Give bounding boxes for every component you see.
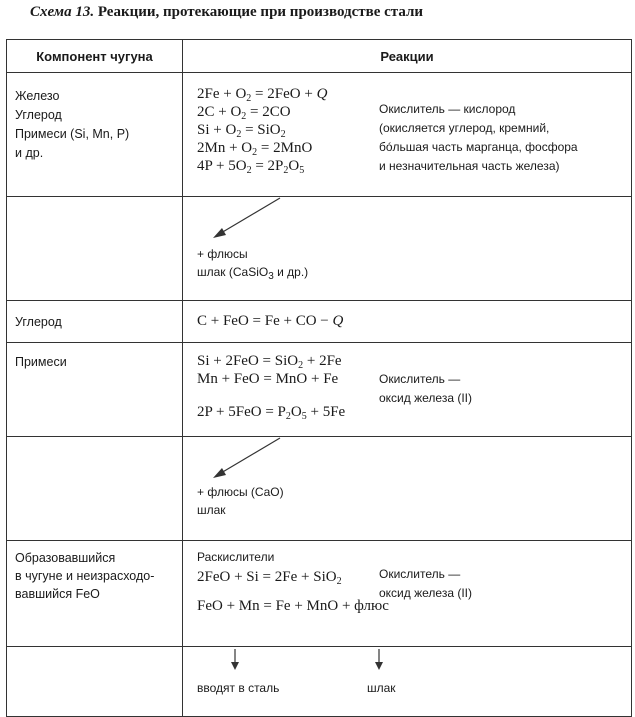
equation-carbon-feo: C + FeO = Fe + CO − Q — [197, 313, 344, 329]
equation-iron-oxidation: $2Fe + O_2 = 2FeO + Q$ — [197, 86, 328, 104]
component-impurities-2: Примеси — [7, 343, 183, 437]
equation-manganese-oxidation: $2Mn + O_2 = 2MnO$ — [197, 140, 313, 158]
impurities-reactions-cell — [183, 343, 632, 437]
scheme-title-text: Реакции, протекающие при производстве стали — [97, 4, 424, 20]
empty-cell — [7, 197, 183, 301]
component-carbon: Углерод — [15, 108, 62, 122]
row-oxygen — [7, 73, 632, 197]
oxidizer-oxygen-note: Окислитель — кислород (окисляется углерод, кремний, бóльшая часть марганца, фосфора и незначительная часть железа) — [379, 102, 578, 173]
col-header-component: Компонент чугуна — [7, 40, 183, 73]
oxidizer-feo-note-2: Окислитель — оксид железа (II) — [379, 567, 472, 600]
reactions-table — [6, 39, 632, 717]
fluxes-cao-label: + флюсы (CaO) — [197, 485, 284, 499]
component-impurities: Примеси (Si, Mn, P) — [15, 127, 130, 141]
row-carbon — [7, 301, 632, 343]
row-slag-1 — [7, 197, 632, 301]
down-left-arrow — [183, 437, 303, 487]
deoxidizers-label: Раскислители — [197, 550, 275, 564]
equation-si-feo: Si + 2FeO = SiO$_2$ + 2Fe — [197, 353, 342, 371]
slag-cell-1 — [183, 197, 632, 301]
outputs-cell — [183, 647, 632, 717]
empty-cell — [7, 437, 183, 541]
equation-p-feo: $2P + 5FeO = P_2O_5 + 5Fe$ — [197, 404, 346, 422]
equation-mn-feo: Mn + FeO = MnO + Fe — [197, 371, 339, 387]
components-cell — [7, 73, 183, 197]
scheme-number: Схема 13. — [30, 4, 95, 20]
equation-feo-mn: FeO + Mn = Fe + MnO + флюс — [197, 598, 389, 614]
slag-cell-2 — [183, 437, 632, 541]
row-deoxidizers — [7, 541, 632, 647]
component-iron: Железо — [15, 89, 60, 103]
equation-feo-si: 2FeO + Si = 2Fe + SiO$_2$ — [197, 569, 342, 587]
oxidizer-feo-note: Окислитель — оксид железа (II) — [379, 372, 472, 405]
slag-casio3-label: шлак (CaSiO$_3$ и др.) — [197, 265, 309, 282]
component-other: и др. — [15, 146, 44, 160]
carbon-reaction-cell — [183, 301, 632, 343]
feo-component-cell: Образовавшийся в чугуне и неизрасходо- вавшийся FeO — [7, 541, 183, 647]
fluxes-label: + флюсы — [197, 247, 248, 261]
down-arrow — [183, 647, 443, 677]
deoxidizers-cell — [183, 541, 632, 647]
slag-output-label: шлак — [367, 681, 396, 695]
scheme-title — [30, 4, 423, 21]
row-slag-2 — [7, 437, 632, 541]
equation-phosphorus-oxidation: $4P + 5O_2 = 2P_2O_5$ — [197, 158, 305, 176]
equation-carbon-oxidation: $2C + O_2 = 2CO$ — [197, 104, 291, 122]
row-outputs — [7, 647, 632, 717]
col-header-reactions: Реакции — [183, 40, 632, 73]
row-impurities — [7, 343, 632, 437]
equation-silicon-oxidation: $Si + O_2 = SiO_2$ — [197, 122, 286, 140]
header-row — [7, 40, 632, 73]
into-steel-label: вводят в сталь — [197, 681, 280, 695]
reactions-cell-oxygen — [183, 73, 632, 197]
slag-label: шлак — [197, 503, 226, 517]
empty-cell — [7, 647, 183, 717]
component-carbon-2: Углерод — [7, 301, 183, 343]
down-left-arrow — [183, 197, 303, 247]
